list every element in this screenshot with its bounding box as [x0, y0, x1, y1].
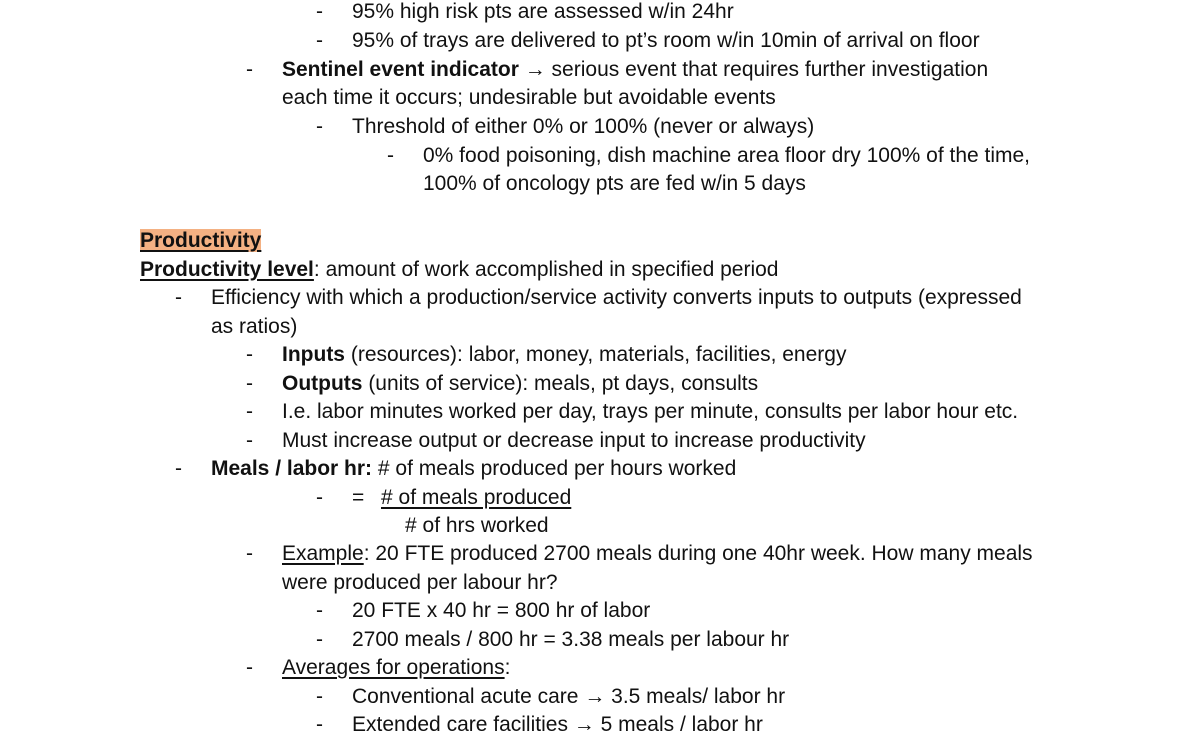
bullet-dash: -: [246, 400, 253, 423]
sentinel-definition: → serious event that requires further investigation: [518, 58, 989, 81]
bullet-dash: -: [175, 286, 182, 309]
averages-colon: :: [504, 656, 511, 679]
averages-term: Averages for operations: [282, 656, 505, 679]
example-text: : 20 FTE produced 2700 meals during one 40hr week. How many meals: [363, 542, 1033, 565]
list-item: Conventional acute care → 3.5 meals/ labor hr: [352, 685, 786, 708]
bullet-dash: -: [246, 372, 253, 395]
list-item-continuation: were produced per labour hr?: [282, 571, 558, 594]
list-item: [282, 56, 988, 84]
bullet-dash: -: [316, 486, 323, 509]
list-item: 95% high risk pts are assessed w/in 24hr: [352, 0, 734, 23]
meals-labor-hr-definition: # of meals produced per hours worked: [372, 457, 737, 480]
bullet-dash: -: [316, 0, 323, 23]
section-heading: [140, 227, 261, 255]
outputs-term: Outputs: [282, 372, 363, 395]
bullet-dash: -: [246, 542, 253, 565]
list-item: I.e. labor minutes worked per day, trays per minute, consults per labor hour etc.: [282, 400, 1019, 423]
bullet-dash: -: [316, 628, 323, 651]
bullet-dash: -: [246, 656, 253, 679]
bullet-dash: -: [316, 713, 323, 736]
list-item: [282, 341, 846, 369]
outputs-definition: (units of service): meals, pt days, consults: [362, 372, 759, 395]
bullet-dash: -: [246, 343, 253, 366]
list-item: 2700 meals / 800 hr = 3.38 meals per labour hr: [352, 628, 790, 651]
bullet-dash: -: [246, 58, 253, 81]
list-item: 0% food poisoning, dish machine area floor dry 100% of the time,: [423, 144, 1031, 167]
list-item: [282, 540, 1033, 568]
list-item: 95% of trays are delivered to pt’s room w/in 10min of arrival on floor: [352, 29, 980, 52]
inputs-definition: (resources): labor, money, materials, facilities, energy: [345, 343, 847, 366]
example-term: Example: [282, 542, 364, 565]
productivity-level-term: Productivity level: [140, 258, 314, 281]
list-item: Efficiency with which a production/service activity converts inputs to outputs (expressed: [211, 286, 1022, 309]
equals-sign: =: [352, 486, 365, 509]
list-item: Extended care facilities → 5 meals / labor hr: [352, 713, 763, 736]
bullet-dash: -: [175, 457, 182, 480]
productivity-heading: Productivity: [140, 229, 262, 252]
bullet-dash: -: [387, 144, 394, 167]
definition-line: [140, 256, 778, 284]
bullet-dash: -: [316, 685, 323, 708]
formula-denominator: # of hrs worked: [405, 514, 549, 537]
sentinel-term: Sentinel event indicator: [282, 58, 519, 81]
list-item: Must increase output or decrease input to increase productivity: [282, 429, 866, 452]
productivity-level-definition: : amount of work accomplished in specified period: [313, 258, 779, 281]
bullet-dash: -: [316, 115, 323, 138]
list-item-continuation: as ratios): [211, 315, 298, 338]
list-item: Threshold of either 0% or 100% (never or always): [352, 115, 815, 138]
inputs-term: Inputs: [282, 343, 345, 366]
list-item: [211, 455, 736, 483]
list-item: [282, 370, 758, 398]
bullet-dash: -: [246, 429, 253, 452]
bullet-dash: -: [316, 599, 323, 622]
list-item: [282, 654, 510, 682]
bullet-dash: -: [316, 29, 323, 52]
list-item: 20 FTE x 40 hr = 800 hr of labor: [352, 599, 651, 622]
formula-numerator: # of meals produced: [381, 486, 572, 509]
list-item-continuation: each time it occurs; undesirable but avoidable events: [282, 86, 776, 109]
meals-labor-hr-term: Meals / labor hr:: [211, 457, 373, 480]
list-item-continuation: 100% of oncology pts are fed w/in 5 days: [423, 172, 806, 195]
